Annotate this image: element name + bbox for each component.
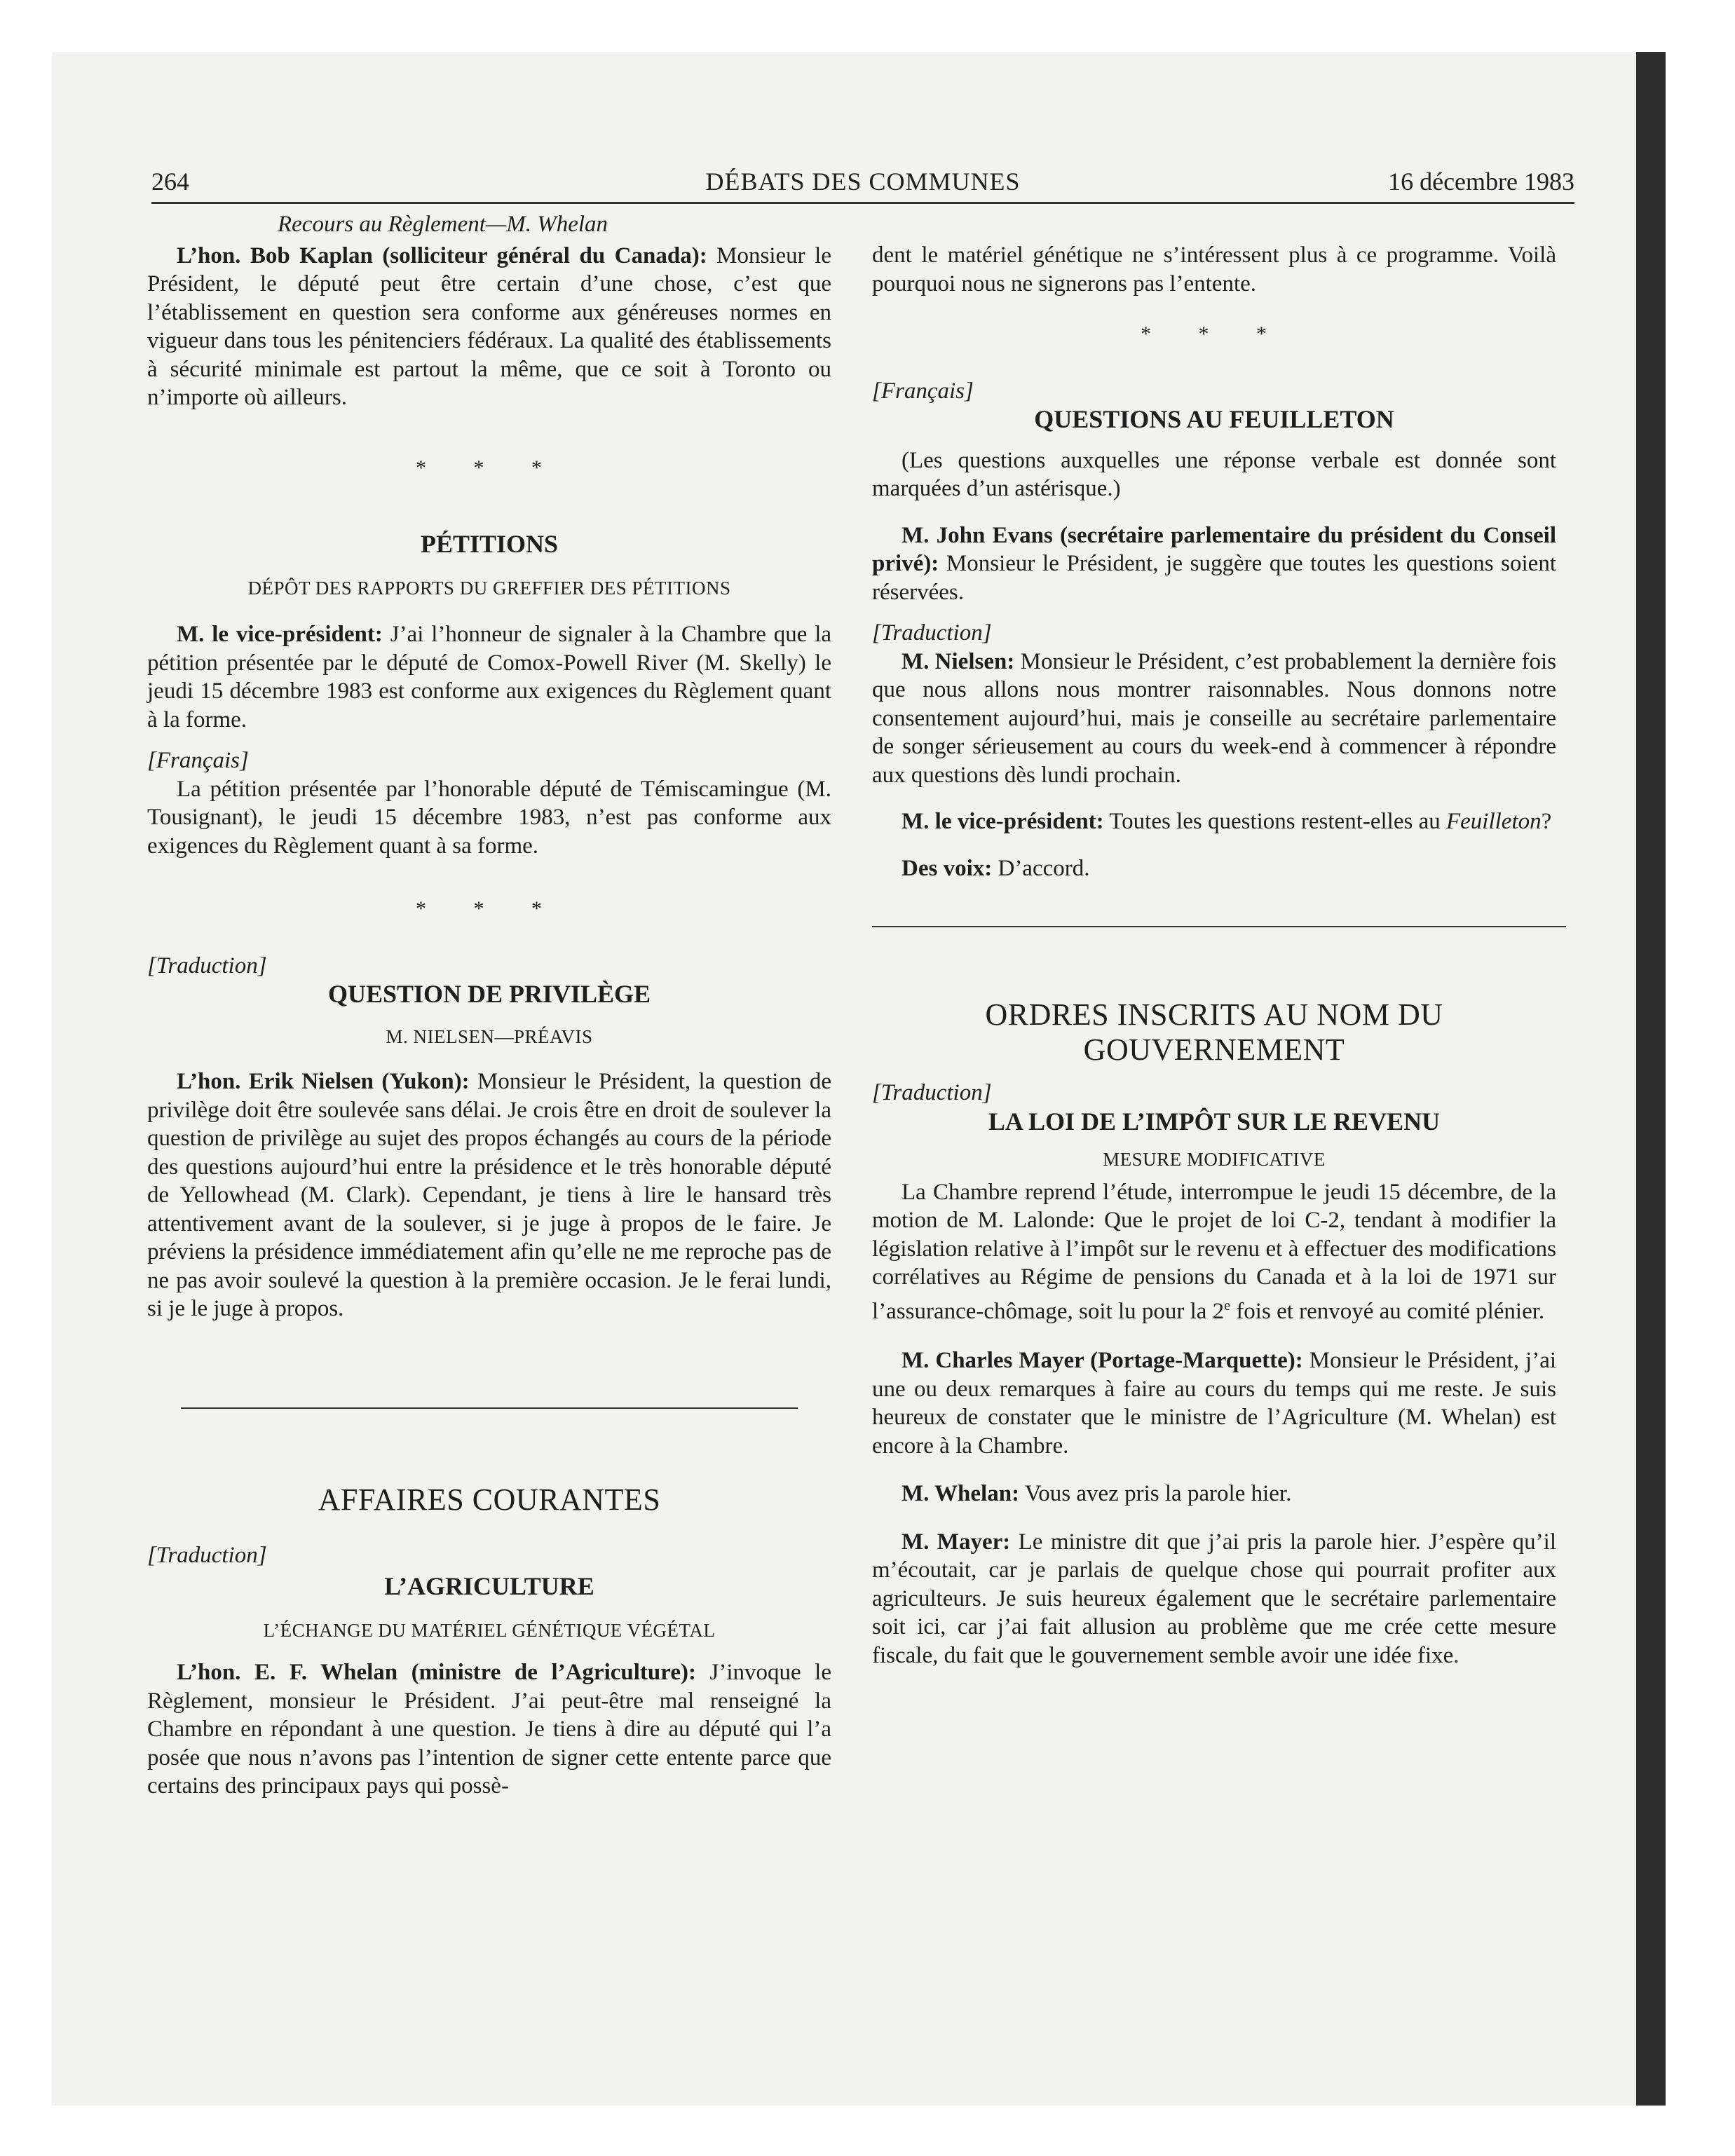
section-separator-stars: * * *	[416, 456, 563, 479]
language-tag-traduction: [Traduction]	[872, 620, 992, 646]
section-separator-stars: * * *	[1141, 322, 1288, 346]
speech-text: Monsieur le Président, le député peut être certain d’une chose, c’est que l’établissement en question sera conforme aux généreuses normes en vigueur dans tous les pénitenciers fédéraux. La qualité des établissements à sécurité minimale est partout la même, que ce soit à Toronto ou n’importe où ailleurs.	[147, 243, 831, 410]
language-tag-traduction: [Traduction]	[147, 953, 267, 978]
left-column	[147, 210, 831, 1801]
page-date: 16 décembre 1983	[1388, 168, 1574, 196]
paragraph-questions-note: (Les questions auxquelles une réponse verbale est donnée sont marquées d’un astérisque.)	[872, 447, 1556, 501]
speaker-name: M. Charles Mayer (Portage-Marquette):	[901, 1348, 1303, 1373]
speech-text: D’accord.	[992, 855, 1090, 881]
speech-text: Monsieur le Président, la question de privilège doit être soulevée sans délai. Je crois être en droit de soulever la question de privilège au sujet des propos échangés au cours de la période des questions aujourd’hui entre la présidence et le très honorable député de Yellowhead (M. Clark). Cependant, je tiens à lire le hansard très attentivement avant de la soulever, si je juge à propos de le faire. Je préviens la présidence immédiatement afin qu’elle ne me reproche pas de ne pas avoir soulevé la question à la première occasion. Je le ferai lundi, si je le juge à propos.	[147, 1069, 831, 1321]
ordinal-superscript: e	[1224, 1297, 1231, 1314]
section-heading-agriculture: L’AGRICULTURE	[384, 1572, 594, 1600]
page-edge-shadow	[1636, 52, 1666, 2106]
speech-text: Monsieur le Président, je suggère que toutes les questions soient réservées.	[872, 551, 1556, 605]
speaker-name: M. Nielsen:	[901, 648, 1015, 674]
language-tag-francais: [Français]	[872, 378, 974, 404]
paragraph-erik-nielsen	[147, 1067, 831, 1323]
paragraph-whelan-continued: dent le matériel génétique ne s’intéressent plus à ce programme. Voilà pourquoi nous ne signerons pas l’entente.	[872, 243, 1556, 296]
subheading-petitions: DÉPÔT DES RAPPORTS DU GREFFIER DES PÉTITIONS	[247, 577, 731, 599]
speaker-name: L’hon. E. F. Whelan (ministre de l’Agriculture):	[177, 1660, 696, 1685]
speaker-name: M. le vice-président:	[901, 809, 1104, 834]
speaker-name: L’hon. Bob Kaplan (solliciteur général du Canada):	[177, 243, 707, 268]
feuilleton-italic: Feuilleton	[1445, 809, 1542, 834]
section-heading-affaires-courantes: AFFAIRES COURANTES	[318, 1482, 661, 1517]
section-heading-ordres-line2: GOUVERNEMENT	[1083, 1032, 1345, 1067]
subheading-mesure-modificative: MESURE MODIFICATIVE	[1103, 1149, 1326, 1170]
paragraph-kaplan	[147, 242, 831, 412]
paragraph-nielsen	[872, 648, 1556, 790]
page-header	[151, 167, 1574, 204]
language-tag-francais: [Français]	[147, 748, 249, 773]
speaker-name: M. le vice-président:	[177, 622, 383, 647]
paragraph-vice-president	[147, 620, 831, 734]
section-heading-questions-feuilleton: QUESTIONS AU FEUILLETON	[1034, 405, 1394, 433]
language-tag-traduction: [Traduction]	[147, 1542, 267, 1568]
language-tag-traduction: [Traduction]	[872, 1080, 992, 1105]
motion-text: La Chambre reprend l’étude, interrompue le jeudi 15 décembre, de la motion de M. Lalonde: Que le projet de loi C-2, tendant à modifier la législation relative à l’impôt sur le revenu et à effectuer des modifications corrélatives au Régime de pensions du Canada et à la loi de 1971 sur l’assurance-chômage, soit lu pour la 2	[872, 1179, 1556, 1324]
punctuation: ?	[1541, 809, 1552, 834]
speaker-name: M. John Evans (secrétaire parlementaire du président du Conseil privé):	[872, 522, 1556, 576]
paragraph-vice-president	[872, 807, 1556, 836]
subheading-privilege: M. NIELSEN—PRÉAVIS	[386, 1025, 593, 1047]
motion-text-end: fois et renvoyé au comité plénier.	[1230, 1298, 1545, 1324]
publication-title: DÉBATS DES COMMUNES	[705, 168, 1021, 196]
paragraph-charles-mayer	[872, 1346, 1556, 1460]
speech-text: Vous avez pris la parole hier.	[1019, 1481, 1292, 1506]
speech-text: Monsieur le Président, c’est probablement la dernière fois que nous allons nous montrer raisonnables. Nous donnons notre consentement aujourd’hui, mais je conseille au secrétaire parlementaire de songer sérieusement au cours du week-end à commencer à répondre aux questions dès lundi prochain.	[872, 648, 1556, 788]
subheading-agriculture: L’ÉCHANGE DU MATÉRIEL GÉNÉTIQUE VÉGÉTAL	[263, 1619, 716, 1641]
speech-text: Toutes les questions restent-elles au	[1103, 809, 1446, 834]
paragraph-des-voix	[872, 854, 1556, 883]
speech-text: Le ministre dit que j’ai pris la parole hier. J’espère qu’il m’écoutait, car je parlais de quelque chose qui pourrait profiter aux agriculteurs. Je suis heureux également que le secrétaire parlementaire soit ici, car j’ai fait allusion au problème que me crée cette mesure fiscale, du fait que le gouvernement semble avoir une idée fixe.	[872, 1529, 1556, 1668]
section-heading-petitions: PÉTITIONS	[420, 530, 559, 558]
right-column	[872, 210, 1556, 1670]
speaker-name: Des voix:	[901, 855, 993, 881]
speaker-name: L’hon. Erik Nielsen (Yukon):	[177, 1069, 470, 1094]
page-number: 264	[151, 168, 189, 196]
paragraph-whelan	[147, 1658, 831, 1801]
speaker-name: M. Mayer:	[901, 1529, 1011, 1555]
speaker-name: M. Whelan:	[901, 1481, 1020, 1506]
running-head: Recours au Règlement—M. Whelan	[278, 212, 608, 237]
speech-text: J’invoque le Règlement, monsieur le Président. J’ai peut-être mal renseigné la Chambre en répondant à une question. Je tiens à dire au député qui l’a posée que nous n’avons pas l’intention de signer cette entente parce que certains des principaux pays qui possè-	[147, 1660, 832, 1799]
section-heading-privilege: QUESTION DE PRIVILÈGE	[327, 980, 651, 1008]
section-separator-stars: * * *	[416, 897, 563, 920]
paragraph-mayer	[872, 1528, 1556, 1670]
speech-text: Monsieur le Président, j’ai une ou deux remarques à faire au cours du temps qui me reste. Je suis heureux de constater que le ministre de l’Agriculture (M. Whelan) est encore à la Chambre.	[872, 1348, 1557, 1459]
paragraph-john-evans	[872, 521, 1556, 607]
speech-text: J’ai l’honneur de signaler à la Chambre que la pétition présentée par le député de Comox-Powell River (M. Skelly) le jeudi 15 décembre 1983 est conforme aux exigences du Règlement quant à la forme.	[147, 622, 832, 732]
paragraph-whelan-interjection	[872, 1480, 1556, 1508]
paragraph-motion-lalonde	[872, 1178, 1556, 1326]
section-heading-ordres-line1: ORDRES INSCRITS AU NOM DU	[985, 997, 1443, 1032]
paragraph-petition-temiscamingue: La pétition présentée par l’honorable député de Témiscamingue (M. Tousignant), le jeudi 15 décembre 1983, n’est pas conforme aux exigences du Règlement quant à sa forme.	[147, 776, 831, 859]
section-heading-loi-impot: LA LOI DE L’IMPÔT SUR LE REVENU	[988, 1107, 1441, 1135]
